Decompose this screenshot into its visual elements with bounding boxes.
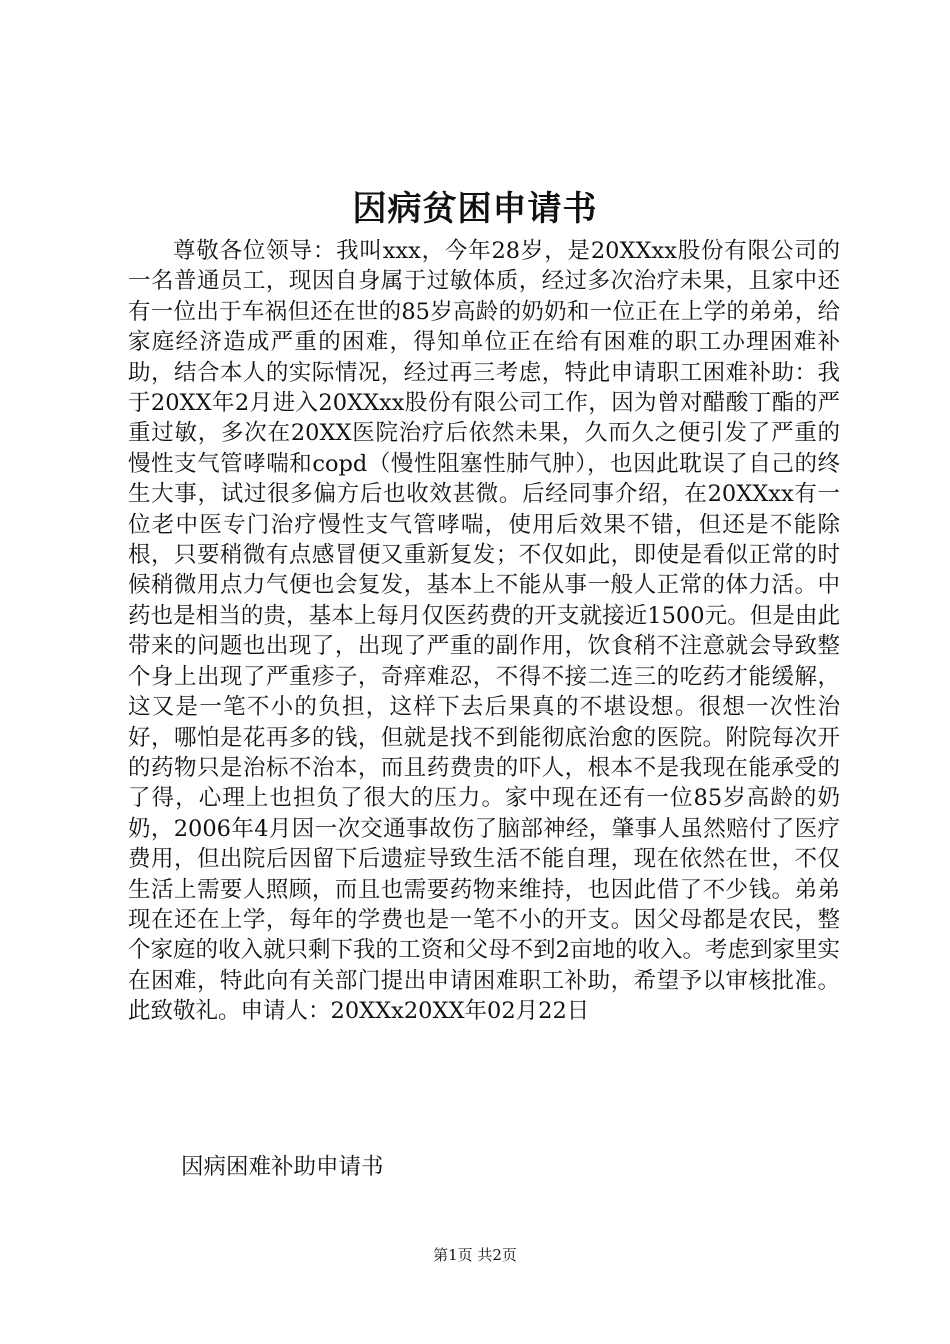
document-title: 因病贫困申请书 xyxy=(352,189,598,229)
document-body: 尊敬各位领导：我叫xxx，今年28岁，是20XXxx股份有限公司的一名普通员工，现因自身属于过敏体质，经过多次治疗未果，且家中还有一位出于车祸但还在世的85岁高龄的奶奶和一位正在上学的弟弟，给家庭经济造成严重的困难，得知单位正在给有困难的职工办理困难补助，结合本人的实际情况，经过再三考虑，特此申请职工困难补助：我于20XX年2月进入20XXxx股份有限公司工作，因为曾对醋酸丁酯的严重过敏，多次在20XX医院治疗后依然未果，久而久之便引发了严重的慢性支气管哮喘和copd（慢性阻塞性肺气肿），也因此耽误了自己的终生大事，试过很多偏方后也收效甚微。后经同事介绍，在20XXxx有一位老中医专门治疗慢性支气管哮喘，使用后效果不错，但还是不能除根，只要稍微有点感冒便又重新复发；不仅如此，即使是看似正常的时候稍微用点力气便也会复发，基本上不能从事一般人正常的体力活。中药也是相当的贵，基本上每月仅医药费的开支就接近1500元。但是由此带来的问题也出现了，出现了严重的副作用，饮食稍不注意就会导致整个身上出现了严重疹子，奇痒难忍，不得不接二连三的吃药才能缓解，这又是一笔不小的负担，这样下去后果真的不堪设想。很想一次性治好，哪怕是花再多的钱，但就是找不到能彻底治愈的医院。附院每次开的药物只是治标不治本，而且药费贵的吓人，根本不是我现在能承受的了得，心理上也担负了很大的压力。家中现在还有一位85岁高龄的奶奶，2006年4月因一次交通事故伤了脑部神经，肇事人虽然赔付了医疗费用，但出院后因留下后遗症导致生活不能自理，现在依然在世，不仅生活上需要人照顾，而且也需要药物来维持，也因此借了不少钱。弟弟现在还在上学，每年的学费也是一笔不小的开支。因父母都是农民，整个家庭的收入就只剩下我的工资和父母不到2亩地的收入。考虑到家里实在困难，特此向有关部门提出申请困难职工补助，希望予以审核批准。此致敬礼。申请人：20XXx20XX年02月22日 xyxy=(128,238,840,1025)
page-number: 第1页 共2页 xyxy=(433,1246,517,1264)
document-subtitle: 因病困难补助申请书 xyxy=(181,1154,384,1180)
